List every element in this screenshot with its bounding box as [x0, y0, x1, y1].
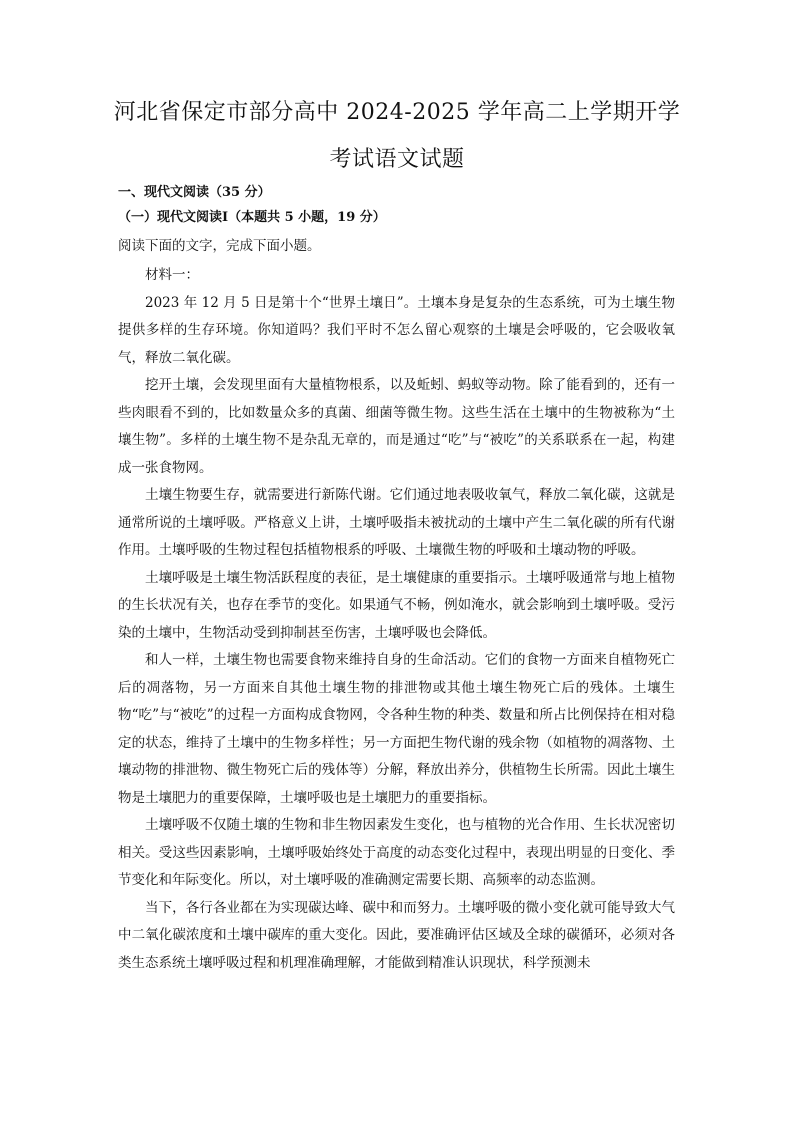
paragraph: 2023 年 12 月 5 日是第十个“世界土壤日”。土壤本身是复杂的生态系统，可为土壤生物提供多样的生存环境。你知道吗？我们平时不怎么留心观察的土壤是会呼吸的，它会吸收氧气，释放二氧化碳。 [118, 294, 675, 366]
document-title-line-2: 考试语文试题 [329, 147, 465, 172]
paragraph: 土壤生物要生存，就需要进行新陈代谢。它们通过地表吸收氧气，释放二氧化碳，这就是通常所说的土壤呼吸。严格意义上讲，土壤呼吸指未被扰动的土壤中产生二氧化碳的所有代谢作用。土壤呼吸的生物过程包括植物根系的呼吸、土壤微生物的呼吸和土壤动物的呼吸。 [118, 487, 675, 558]
paragraph: 当下，各行各业都在为实现碳达峰、碳中和而努力。土壤呼吸的微小变化就可能导致大气中二氧化碳浓度和土壤中碳库的重大变化。因此，要准确评估区域及全球的碳循环，必须对各类生态系统土壤呼吸过程和机理准确理解，才能做到精准认识现状，科学预测未 [118, 899, 675, 971]
paragraph: 土壤呼吸是土壤生物活跃程度的表征，是土壤健康的重要指示。土壤呼吸通常与地上植物的生长状况有关，也存在季节的变化。如果通气不畅，例如淹水，就会影响到土壤呼吸。受污染的土壤中，生物活动受到抑制甚至伤害，土壤呼吸也会降低。 [118, 569, 675, 641]
subsection-heading: （一）现代文阅读Ⅰ（本题共 5 小题，19 分） [118, 210, 386, 225]
reading-passage [118, 262, 675, 977]
paragraph: 土壤呼吸不仅随土壤的生物和非生物因素发生变化，也与植物的光合作用、生长状况密切相关。受这些因素影响，土壤呼吸始终处于高度的动态变化过程中，表现出明显的日变化、季节变化和年际变化。所以，对土壤呼吸的准确测定需要长期、高频率的动态监测。 [118, 817, 675, 888]
paragraph: 和人一样，土壤生物也需要食物来维持自身的生命活动。它们的食物一方面来自植物死亡后的凋落物，另一方面来自其他土壤生物的排泄物或其他土壤生物死亡后的残体。土壤生物“吃”与“被吃”的过程一方面构成食物网，令各种生物的种类、数量和所占比例保持在相对稳定的状态，维持了土壤中的生物多样性；另一方面把生物代谢的残余物（如植物的凋落物、土壤动物的排泄物、微生物死亡后的残体等）分解，释放出养分，供植物生长所需。因此土壤生物是土壤肥力的重要保障，土壤呼吸也是土壤肥力的重要指标。 [118, 652, 675, 806]
reading-instruction: 阅读下面的文字，完成下面小题。 [118, 238, 321, 254]
document-title-line-1: 河北省保定市部分高中 2024-2025 学年高二上学期开学 [113, 100, 681, 125]
section-heading: 一、现代文阅读（35 分） [118, 185, 271, 200]
material-label: 材料一： [145, 267, 199, 283]
paragraph: 挖开土壤，会发现里面有大量植物根系，以及蚯蚓、蚂蚁等动物。除了能看到的，还有一些肉眼看不到的，比如数量众多的真菌、细菌等微生物。这些生活在土壤中的生物被称为“土壤生物”。多样的土壤生物不是杂乱无章的，而是通过“吃”与“被吃”的关系联系在一起，构建成一张食物网。 [118, 377, 675, 476]
